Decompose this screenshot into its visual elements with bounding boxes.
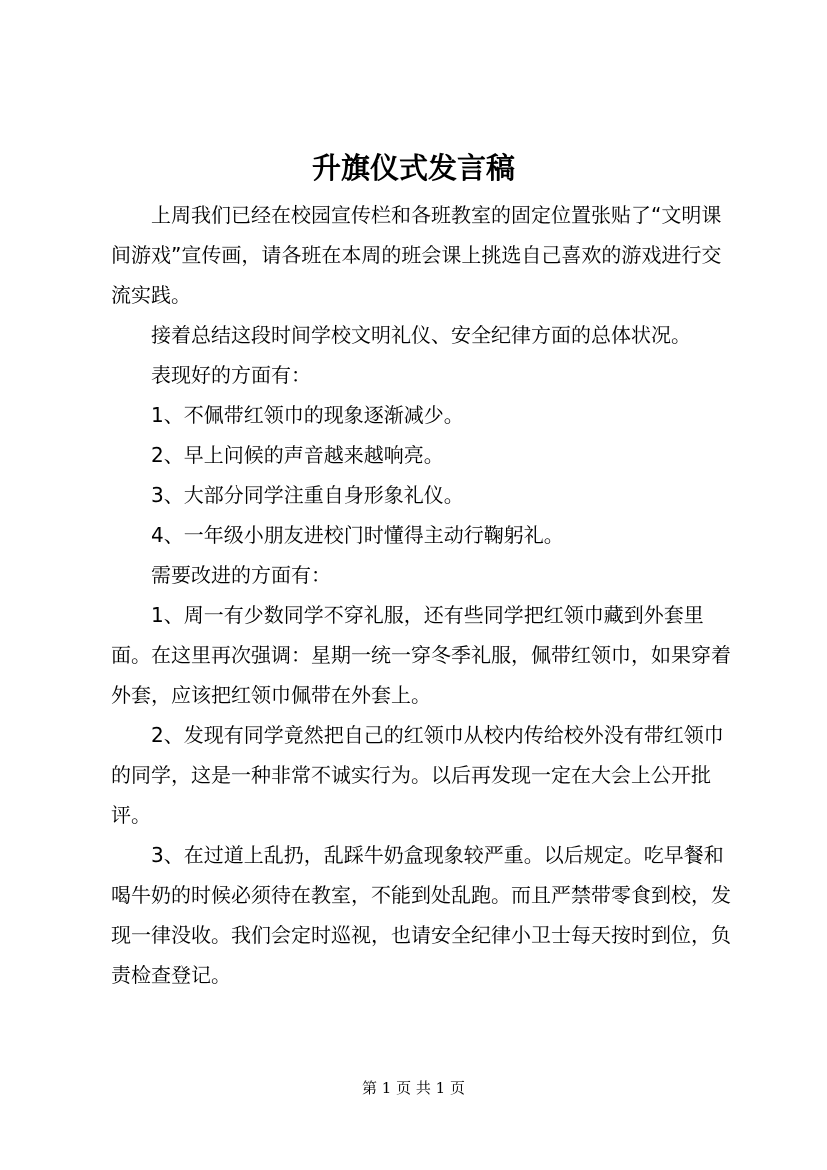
paragraph-improve-item-3: 3、在过道上乱扔，乱踩牛奶盒现象较严重。以后规定。吃早餐和喝牛奶的时候必须待在教室，不能到处乱跑。而且严禁带零食到校，发现一律没收。我们会定时巡视，也请安全纪律小卫士每天按时到位，负责检查登记。	[111, 843, 731, 987]
paragraph-good-item-3: 3、大部分同学注重自身形象礼仪。	[151, 483, 464, 507]
document-body	[111, 195, 731, 995]
page-footer: 第 1 页 共 1 页	[362, 1079, 465, 1097]
document-title: 升旗仪式发言稿	[311, 151, 515, 185]
paragraph-good-item-4: 4、一年级小朋友进校门时懂得主动行鞠躬礼。	[151, 523, 564, 547]
paragraph-improve-item-1: 1、周一有少数同学不穿礼服，还有些同学把红领巾藏到外套里面。在这里再次强调：星期一统一穿冬季礼服，佩带红领巾，如果穿着外套，应该把红领巾佩带在外套上。	[111, 603, 731, 707]
paragraph-good-heading: 表现好的方面有：	[151, 363, 311, 387]
paragraph-summary: 接着总结这段时间学校文明礼仪、安全纪律方面的总体状况。	[151, 323, 691, 347]
paragraph-good-item-1: 1、不佩带红领巾的现象逐渐减少。	[151, 403, 464, 427]
paragraph-improve-item-2: 2、发现有同学竟然把自己的红领巾从校内传给校外没有带红领巾的同学，这是一种非常不诚实行为。以后再发现一定在大会上公开批评。	[111, 723, 724, 827]
paragraph-good-item-2: 2、早上问候的声音越来越响亮。	[151, 443, 444, 467]
paragraph-improve-heading: 需要改进的方面有：	[151, 563, 331, 587]
paragraph-intro: 上周我们已经在校园宣传栏和各班教室的固定位置张贴了“文明课间游戏”宣传画，请各班在本周的班会课上挑选自己喜欢的游戏进行交流实践。	[111, 203, 722, 307]
